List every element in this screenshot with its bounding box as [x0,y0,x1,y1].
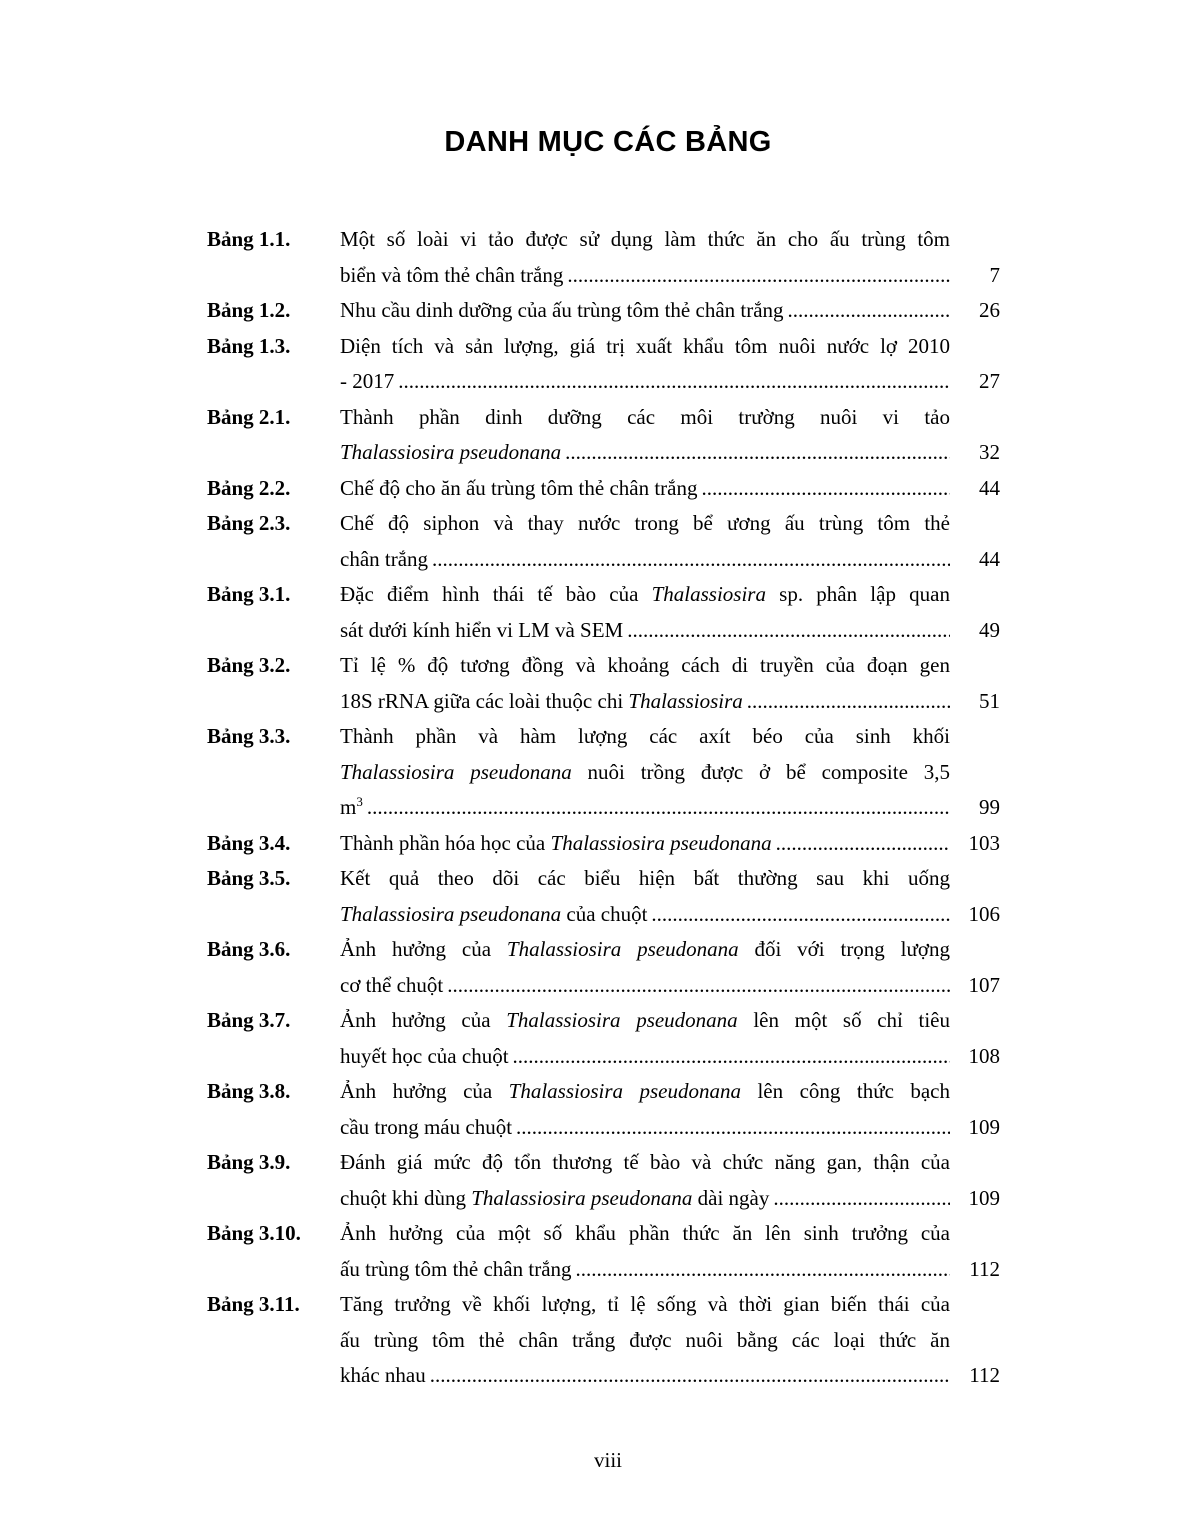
leader-dots [701,471,950,507]
page-ref: 112 [969,1363,1000,1387]
page-ref: 109 [968,1114,1000,1139]
leader-dots [747,684,950,720]
entry-title-line: Đặc điểm hình thái tế bào của Thalassiosira sp. phân lập quan [340,582,950,606]
species-name: Thalassiosira pseudonana [340,759,572,784]
list-item[interactable] [207,719,1007,826]
entry-title-line: ấu trùng tôm thẻ chân trắng [340,1256,572,1281]
page-title: DANH MỤC CÁC BẢNG [444,126,772,158]
page-ref: 51 [979,688,1000,713]
page-ref: 49 [979,617,1000,642]
leader-dots [776,826,950,862]
list-item[interactable] [207,471,1007,507]
species-name: Thalassiosira pseudonana [471,1185,693,1210]
leader-dots [576,1252,950,1288]
species-name: Thalassiosira pseudonana [506,1008,738,1032]
entry-title-line: Chế độ siphon và thay nước trong bể ương ấu trùng tôm thẻ [340,511,950,535]
entry-label: Bảng 1.3. [207,333,291,358]
page-ref: 108 [968,1043,1000,1068]
entry-title-line: Thành phần và hàm lượng các axít béo của sinh khối [340,724,950,748]
entry-title-line: ấu trùng tôm thẻ chân trắng được nuôi bằng các loại thức ăn [340,1327,950,1352]
entry-label: Bảng 1.2. [207,298,291,322]
species-name: Thalassiosira pseudonana [508,1079,741,1103]
leader-dots [516,1110,950,1146]
entry-label: Bảng 3.2. [207,653,291,677]
entry-label: Bảng 3.4. [207,830,291,855]
entry-title-line: Thalassiosira pseudonana của chuột [340,901,648,926]
leader-dots [513,1039,950,1075]
entry-title-line: chân trắng [340,546,429,571]
entry-title-line: Thành phần dinh dưỡng các môi trường nuôi vi tảo [340,404,950,429]
entry-label: Bảng 3.5. [207,866,291,890]
list-item[interactable] [207,400,1007,471]
list-item[interactable] [207,1145,1007,1216]
entry-title-line: Thành phần hóa học của Thalassiosira pseudonana [340,830,772,855]
entry-title-line: Ảnh hưởng của một số khẩu phần thức ăn lên sinh trưởng của [340,1221,950,1245]
page-ref: 32 [979,440,1000,464]
page-ref: 103 [968,830,1000,855]
leader-dots [773,1181,950,1217]
entry-label: Bảng 3.9. [207,1150,291,1174]
entry-label: Bảng 3.1. [207,582,291,606]
entry-title-line: Diện tích và sản lượng, giá trị xuất khẩu tôm nuôi nước lợ 2010 [340,333,950,358]
entry-title-line: $m^3$ [340,794,363,819]
entry-title-line: Chế độ cho ăn ấu trùng tôm thẻ chân trắng [340,475,698,500]
entry-label: Bảng 3.10. [207,1221,301,1245]
list-item[interactable] [207,293,1007,329]
leader-dots [430,1358,950,1394]
entry-title-line: - 2017 [340,369,395,393]
leader-dots [432,542,950,578]
entry-title-line: Nhu cầu dinh dưỡng của ấu trùng tôm thẻ chân trắng [340,298,784,322]
list-item[interactable] [207,577,1007,648]
page-ref: 112 [969,1256,1000,1281]
entry-title-line: Thalassiosira pseudonana nuôi trồng được ở bể composite 3,5 [340,759,950,784]
species-name: Thalassiosira [628,688,743,713]
list-item[interactable] [207,1287,1007,1394]
entry-title-line: biển và tôm thẻ chân trắng [340,262,564,287]
list-item[interactable] [207,222,1007,293]
entry-label: Bảng 3.8. [207,1079,291,1103]
leader-dots [447,968,950,1004]
leader-dots [565,435,950,471]
leader-dots [788,293,950,329]
list-item[interactable] [207,861,1007,932]
species-name: Thalassiosira pseudonana [340,901,562,926]
entry-title-line: cầu trong máu chuột [340,1114,513,1139]
entry-label: Bảng 3.3. [207,724,291,748]
leader-dots [651,897,950,933]
table-list [207,222,1007,1394]
entry-label: Bảng 1.1. [207,227,291,251]
entry-title-line: Tăng trưởng về khối lượng, tỉ lệ sống và thời gian biến thái của [340,1292,950,1316]
entry-title-line: chuột khi dùng Thalassiosira pseudonana dài ngày [340,1185,770,1210]
list-item[interactable] [207,932,1007,1003]
entry-title-line: Đánh giá mức độ tổn thương tế bào và chức năng gan, thận của [340,1150,950,1174]
list-item[interactable] [207,329,1007,400]
list-item[interactable] [207,826,1007,862]
species-name: Thalassiosira pseudonana [340,440,562,464]
entry-title-line: Một số loài vi tảo được sử dụng làm thức ăn cho ấu trùng tôm [340,227,950,251]
page-ref: 27 [979,369,1000,393]
entry-title-line: Ảnh hưởng của Thalassiosira pseudonana đối với trọng lượng [340,937,950,961]
entry-label: Bảng 3.6. [207,937,291,961]
entry-label: Bảng 2.2. [207,475,291,500]
page-ref: 107 [968,972,1000,997]
page-ref: 109 [968,1185,1000,1210]
page-number: viii [593,1448,622,1472]
entry-title-line: huyết học của chuột [340,1043,509,1068]
list-item[interactable] [207,506,1007,577]
superscript: 3 [356,794,363,809]
list-item[interactable] [207,1003,1007,1074]
leader-dots [367,790,950,826]
leader-dots [567,258,950,294]
page-ref: 106 [968,901,1000,926]
list-item[interactable] [207,1074,1007,1145]
page-ref: 44 [979,546,1000,571]
entry-label: Bảng 2.1. [207,404,291,429]
entry-title-line: khác nhau [340,1363,426,1387]
species-name: Thalassiosira pseudonana [506,937,739,961]
entry-title-line: Ảnh hưởng của Thalassiosira pseudonana lên một số chỉ tiêu [340,1008,950,1032]
entry-label: Bảng 3.11. [207,1292,300,1316]
entry-title-line: cơ thể chuột [340,972,444,997]
page-ref: 99 [979,795,1000,819]
list-item[interactable] [207,1216,1007,1287]
page-ref: 7 [989,262,1000,287]
entry-title-line: Tỉ lệ % độ tương đồng và khoảng cách di truyền của đoạn gen [340,653,950,677]
entry-title-line: Ảnh hưởng của Thalassiosira pseudonana lên công thức bạch [340,1079,950,1103]
entry-label: Bảng 3.7. [207,1008,291,1032]
page-ref: 44 [979,475,1000,500]
species-name: Thalassiosira [651,582,766,606]
species-name: Thalassiosira pseudonana [550,830,772,855]
list-item[interactable] [207,648,1007,719]
leader-dots [627,613,950,649]
page-ref: 26 [979,298,1000,322]
entry-title-line: Kết quả theo dõi các biểu hiện bất thường sau khi uống [340,866,950,890]
entry-title-line: sát dưới kính hiển vi LM và SEM [340,617,624,642]
entry-title-line: 18S rRNA giữa các loài thuộc chi Thalassiosira [340,688,743,713]
leader-dots [398,364,950,400]
entry-label: Bảng 2.3. [207,511,291,535]
